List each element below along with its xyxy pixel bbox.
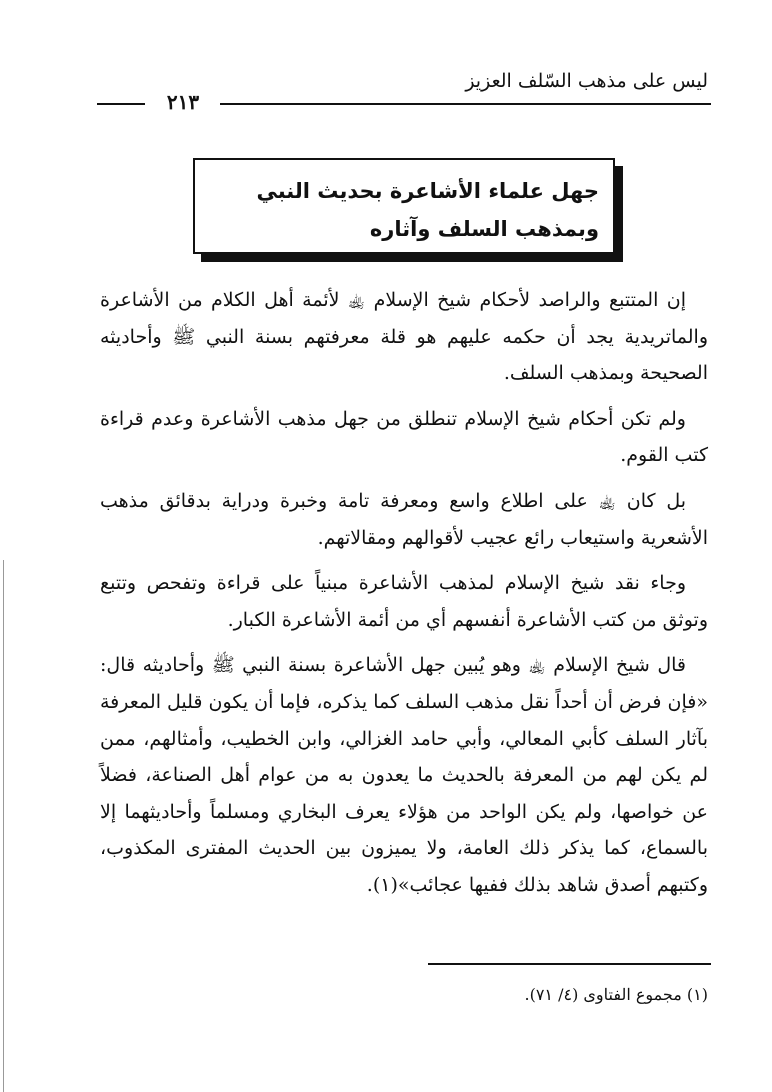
header-rule-right — [220, 103, 711, 105]
header-rule-left — [97, 103, 145, 105]
page-edge — [3, 560, 4, 1092]
footnote-rule — [428, 963, 711, 965]
paragraph-quote: قال شيخ الإسلام ﵀ وهو يُبين جهل الأشاعرة بسنة النبي ﷺ وأحاديثه قال: «فإن فرض أن أحداً نقل مذهب السلف كما يذكره، فإما أن يكون قليل المعرفة بآثار السلف كأبي المعالي، وأبي حامد الغزالي، وابن الخطيب، وأمثالهم، ممن لم يكن لهم من المعرفة بالحديث ما يعدون به من عوام أهل الصناعة، فضلاً عن خواصها، ولم يكن الواحد من هؤلاء يعرف البخاري ومسلماً وأحاديثهما إلا بالسماع، كما يذكر ذلك العامة، ولا يميزون بين الحديث المفترى المكذوب، وكتبهم أصدق شاهد بذلك ففيها عجائب»(١). — [100, 654, 708, 896]
paragraph: ولم تكن أحكام شيخ الإسلام تنطلق من جهل مذهب الأشاعرة وعدم قراءة كتب القوم. — [100, 407, 708, 467]
paragraph: بل كان ﵀ على اطلاع واسع ومعرفة تامة وخبرة ودراية بدقائق مذهب الأشعرية واستيعاب رائع عجيب لأقوالهم ومقالاتهم. — [100, 489, 708, 549]
section-title-box — [193, 158, 615, 254]
paragraph: وجاء نقد شيخ الإسلام لمذهب الأشاعرة مبنياً على قراءة وتفحص وتتبع وتوثق من كتب الأشاعرة أنفسهم أي من أئمة الأشاعرة الكبار. — [100, 572, 708, 631]
footnote: (١) مجموع الفتاوى (٤/ ٧١). — [524, 985, 708, 1004]
body-text — [100, 282, 708, 913]
running-header: ليس على مذهب السّلف العزيز — [465, 70, 708, 92]
paragraph: إن المتتبع والراصد لأحكام شيخ الإسلام ﵀ لأئمة أهل الكلام من الأشاعرة والماتريدية يجد أن حكمه عليهم هو قلة معرفتهم بسنة النبي ﷺ وأحاديثه الصحيحة وبمذهب السلف. — [100, 289, 708, 385]
section-title: جهل علماء الأشاعرة بحديث النبي وبمذهب السلف وآثاره — [256, 179, 599, 241]
page-number: ٢١٣ — [166, 90, 200, 114]
